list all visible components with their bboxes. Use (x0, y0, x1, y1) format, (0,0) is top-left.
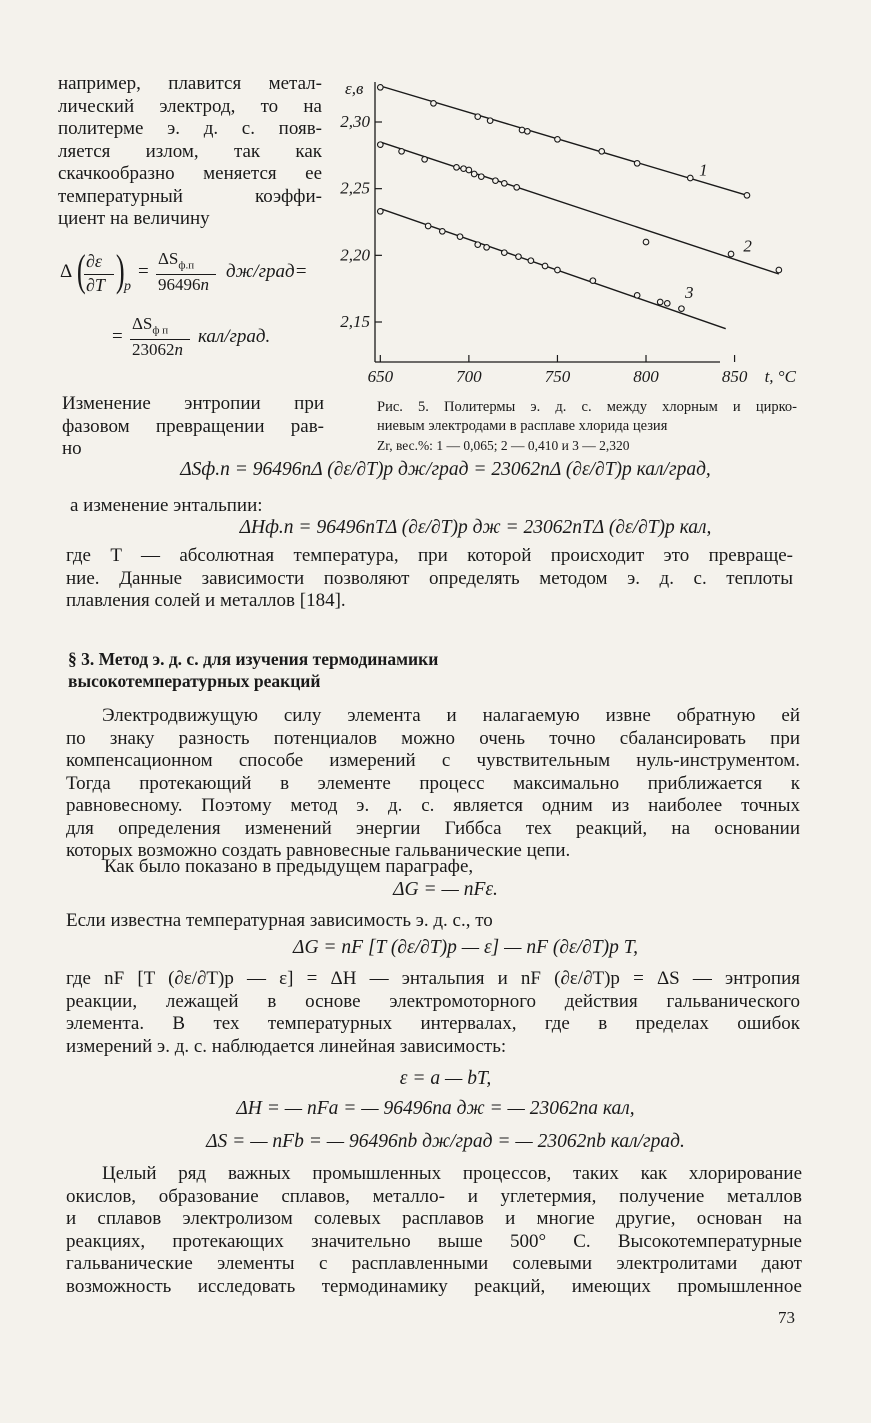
figure-caption (377, 398, 797, 455)
y-tick-label: 2,15 (340, 312, 370, 331)
data-point (634, 293, 640, 299)
data-point (664, 301, 670, 307)
caption-line: ниевым электродами в расплаве хлорида цезия (377, 418, 668, 434)
text-line: лический электрод, то на (58, 95, 322, 117)
text-line: компенсационном способе измерений с чувствительным нуль-инструментом. (66, 750, 800, 771)
eq-gibbs: ΔG = — nFε. (393, 879, 498, 900)
data-point (634, 161, 640, 167)
x-axis-label: t, °C (764, 367, 796, 386)
curve-label-2: 2 (743, 236, 752, 256)
data-point (555, 137, 561, 143)
eq-enthalpy-change: ΔHф.п = 96496nTΔ (∂ε/∂T)p дж = 23062nTΔ (∂ε/∂T)p кал, (239, 517, 712, 538)
series-line-2 (380, 142, 779, 274)
chart-labels (684, 160, 752, 302)
data-point (378, 209, 384, 215)
data-point (466, 167, 472, 173)
text-line: плавления солей и металлов [184]. (66, 590, 346, 611)
page-number: 73 (778, 1308, 795, 1327)
data-point (502, 250, 508, 256)
data-point (514, 185, 520, 191)
text-line: окислов, образование сплавов, металло- и углетермия, получение металлов (66, 1185, 802, 1207)
paragraph-where (66, 968, 800, 1058)
text-line: элемента. В тех температурных интервалах, где в пределах ошибок (66, 1013, 800, 1034)
caption-line: Рис. 5. Политермы э. д. с. между хлорным и цирко- (377, 399, 797, 415)
data-point (378, 85, 384, 91)
data-point (378, 142, 384, 148)
if-known-text: Если известна температурная зависимость э. д. с., то (66, 910, 493, 931)
text-line: циент на величину (58, 208, 210, 229)
x-tick-label: 650 (367, 367, 394, 386)
data-point (657, 299, 663, 305)
paragraph-last (66, 1163, 802, 1298)
data-point (457, 234, 463, 240)
text-line: которых возможно создать равновесные гальванические цепи. (66, 840, 571, 861)
data-point (516, 254, 522, 260)
paragraph-T (66, 545, 793, 613)
data-point (484, 245, 490, 251)
chart-series-lines (380, 86, 779, 329)
text-line: политерме э. д. с. появ- (58, 118, 322, 139)
text-line: реакции, лежащей в основе электромоторного действия гальванического (66, 990, 800, 1012)
text-line: ляется излом, так как (58, 140, 322, 162)
text-line: измерений э. д. с. наблюдается линейная зависимость: (66, 1035, 507, 1057)
polytherm-chart (330, 70, 800, 395)
data-point (440, 229, 446, 235)
data-point (422, 157, 428, 163)
left-column-text (58, 73, 322, 231)
x-tick-label: 850 (721, 367, 748, 386)
text-line: для определения изменений энергии Гиббса тех реакций, на основании (66, 817, 800, 839)
eq-gibbs-expanded: ΔG = nF [T (∂ε/∂T)p — ε] — nF (∂ε/∂T)p T, (293, 937, 638, 958)
text-line: по знаку разность потенциалов можно очень точно сбалансировать при (66, 727, 800, 749)
data-point (528, 258, 534, 264)
text-line: например, плавится метал- (58, 73, 322, 94)
enthalpy-intro: а изменение энтальпии: (70, 495, 263, 516)
text-line: Изменение энтропии при (62, 393, 324, 414)
text-line: температурный коэффи- (58, 185, 322, 207)
text-line: где T — абсолютная температура, при которой происходит это превраще- (66, 545, 793, 566)
data-point (431, 101, 437, 107)
eq-linear: ε = a — bT, (399, 1068, 492, 1089)
chart-axes (340, 79, 796, 386)
text-line: ние. Данные зависимости позволяют определять методом э. д. с. теплоты (66, 567, 793, 589)
data-point (776, 267, 782, 273)
text-line: Тогда протекающий в элементе процесс максимально приближается к (66, 772, 800, 794)
caption-line: Zr, вес.%: 1 — 0,065; 2 — 0,410 и 3 — 2,320 (377, 438, 630, 453)
text-line: фазовом превращении рав- (62, 415, 324, 437)
data-point (502, 181, 508, 187)
series-line-3 (380, 209, 725, 329)
eq-entropy: ΔS = — nFb = — 96496nb дж/град = — 23062nb кал/град. (206, 1131, 685, 1152)
x-tick-label: 750 (544, 367, 571, 386)
data-point (425, 223, 431, 229)
eq-entropy-change: ΔSф.п = 96496nΔ (∂ε/∂T)p дж/град = 23062nΔ (∂ε/∂T)p кал/град, (180, 459, 711, 480)
text-line: где nF [T (∂ε/∂T)p — ε] = ΔH — энтальпия и nF (∂ε/∂T)p = ΔS — энтропия (66, 968, 800, 989)
y-tick-label: 2,25 (340, 178, 370, 198)
y-tick-label: 2,20 (340, 245, 370, 265)
data-point (461, 166, 467, 172)
data-point (679, 306, 685, 312)
data-point (487, 118, 493, 124)
paragraph-emf (66, 705, 800, 863)
data-point (687, 175, 693, 181)
text-line: реакциях, протекающих значительно выше 500° С. Высокотемпературные (66, 1230, 802, 1252)
data-point (728, 251, 734, 257)
data-point (590, 278, 596, 284)
data-point (475, 114, 481, 120)
text-line: равновесному. Поэтому метод э. д. с. является одним из наиболее точных (66, 795, 800, 816)
eq-enthalpy: ΔH = — nFa = — 96496na дж = — 23062na кал, (236, 1098, 635, 1119)
text-line: возможность исследовать термодинамику реакций, имеющих промышленное (66, 1275, 802, 1297)
curve-label-1: 1 (699, 160, 708, 180)
data-point (454, 165, 460, 171)
data-point (525, 129, 531, 135)
data-point (542, 263, 548, 269)
data-point (493, 178, 499, 184)
data-point (478, 174, 484, 180)
y-tick-label: 2,30 (340, 112, 370, 131)
x-tick-label: 700 (456, 367, 482, 386)
text-line: и сплавов электролизом солевых расплавов и многие другие, основан на (66, 1208, 802, 1229)
data-point (599, 149, 605, 155)
curve-label-3: 3 (684, 283, 694, 302)
text-line: но (62, 438, 82, 459)
prev-paragraph: Как было показано в предыдущем параграфе, (104, 856, 474, 877)
entropy-text (62, 393, 324, 461)
x-tick-label: 800 (633, 367, 659, 386)
data-point (471, 171, 477, 177)
section-heading-line2: высокотемпературных реакций (68, 671, 321, 691)
y-axis-label: ε,в (345, 79, 364, 98)
data-point (744, 193, 750, 199)
text-line: скачкообразно меняется ее (58, 163, 322, 184)
text-line: гальванические элементы с расплавленными солевыми электролитами дают (66, 1253, 802, 1274)
data-point (643, 239, 649, 245)
data-point (555, 267, 561, 273)
text-line: Целый ряд важных промышленных процессов, таких как хлорирование (102, 1163, 802, 1184)
data-point (519, 127, 525, 133)
text-line: Электродвижущую силу элемента и налагаемую извне обратную ей (102, 705, 800, 726)
section-heading-line1: § 3. Метод э. д. с. для изучения термодинамики (68, 649, 439, 669)
data-point (399, 149, 405, 155)
data-point (475, 242, 481, 248)
section-heading (68, 648, 668, 692)
